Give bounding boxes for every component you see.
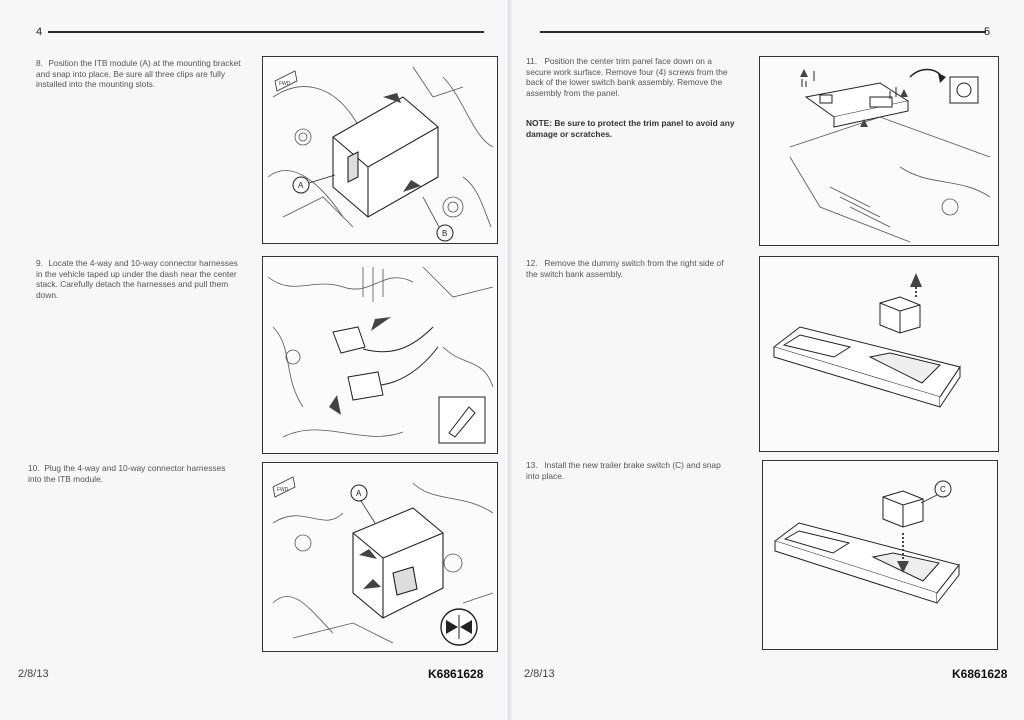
page-number: 5 <box>984 26 991 38</box>
step-11: 11. Position the center trim panel face down on a secure work surface. Remove four (4) screws from the back of the lower switch bank assembly. Remove the assembly from the panel. <box>526 56 728 98</box>
figure-connector-harnesses <box>262 256 498 454</box>
fwd-label-2: FWD <box>277 487 289 493</box>
step-10-text: Plug the 4-way and 10-way connector harnesses into the ITB module. <box>28 463 226 484</box>
note-protect-trim: NOTE: Be sure to protect the trim panel to avoid any damage or scratches. <box>526 118 735 139</box>
step-8: 8. Position the ITB module (A) at the mounting bracket and snap into place. Be sure all three clips are fully installed into the mounting slots. <box>36 58 241 89</box>
step-8-text: Position the ITB module (A) at the mounting bracket and snap into place. Be sure all three clips are fully installed into the mounting slots. <box>36 58 241 89</box>
footer-date: 2/8/13 <box>18 668 49 680</box>
step-11-text: Position the center trim panel face down on a secure work surface. Remove four (4) screws from the back of the lower switch bank assembly. Remove the assembly from the panel. <box>526 56 728 98</box>
left-page <box>0 0 510 720</box>
step-12: 12. Remove the dummy switch from the right side of the switch bank assembly. <box>526 258 724 279</box>
figure-plug-connectors <box>262 462 498 652</box>
right-page <box>512 0 1024 720</box>
step-13-text: Install the new trailer brake switch (C) and snap into place. <box>526 460 721 481</box>
header-rule <box>48 31 484 33</box>
step-9: 9. Locate the 4-way and 10-way connector harnesses in the vehicle taped up under the dash near the center stack. Carefully detach the harnesses and pull them down. <box>36 258 238 300</box>
callout-b: B <box>442 229 448 238</box>
step-10: 10. Plug the 4-way and 10-way connector harnesses into the ITB module. <box>28 463 226 484</box>
callout-a-2: A <box>356 489 362 498</box>
figure-install-switch <box>762 460 998 650</box>
step-12-text: Remove the dummy switch from the right side of the switch bank assembly. <box>526 258 724 279</box>
callout-a: A <box>298 181 304 190</box>
page-number: 4 <box>36 26 43 38</box>
callout-c: C <box>940 485 946 494</box>
footer-part-number: K6861628 <box>952 667 1008 681</box>
step-13: 13. Install the new trailer brake switch (C) and snap into place. <box>526 460 721 481</box>
fwd-label: FWD <box>279 81 291 87</box>
figure-remove-screws <box>759 56 999 246</box>
figure-itb-module-mount <box>262 56 498 244</box>
step-9-text: Locate the 4-way and 10-way connector harnesses in the vehicle taped up under the dash near the center stack. Carefully detach the harnesses and pull them down. <box>36 258 238 300</box>
footer-date: 2/8/13 <box>524 668 555 680</box>
figure-remove-dummy-switch <box>759 256 999 452</box>
footer-part-number: K6861628 <box>428 667 484 681</box>
header-rule <box>540 31 986 33</box>
